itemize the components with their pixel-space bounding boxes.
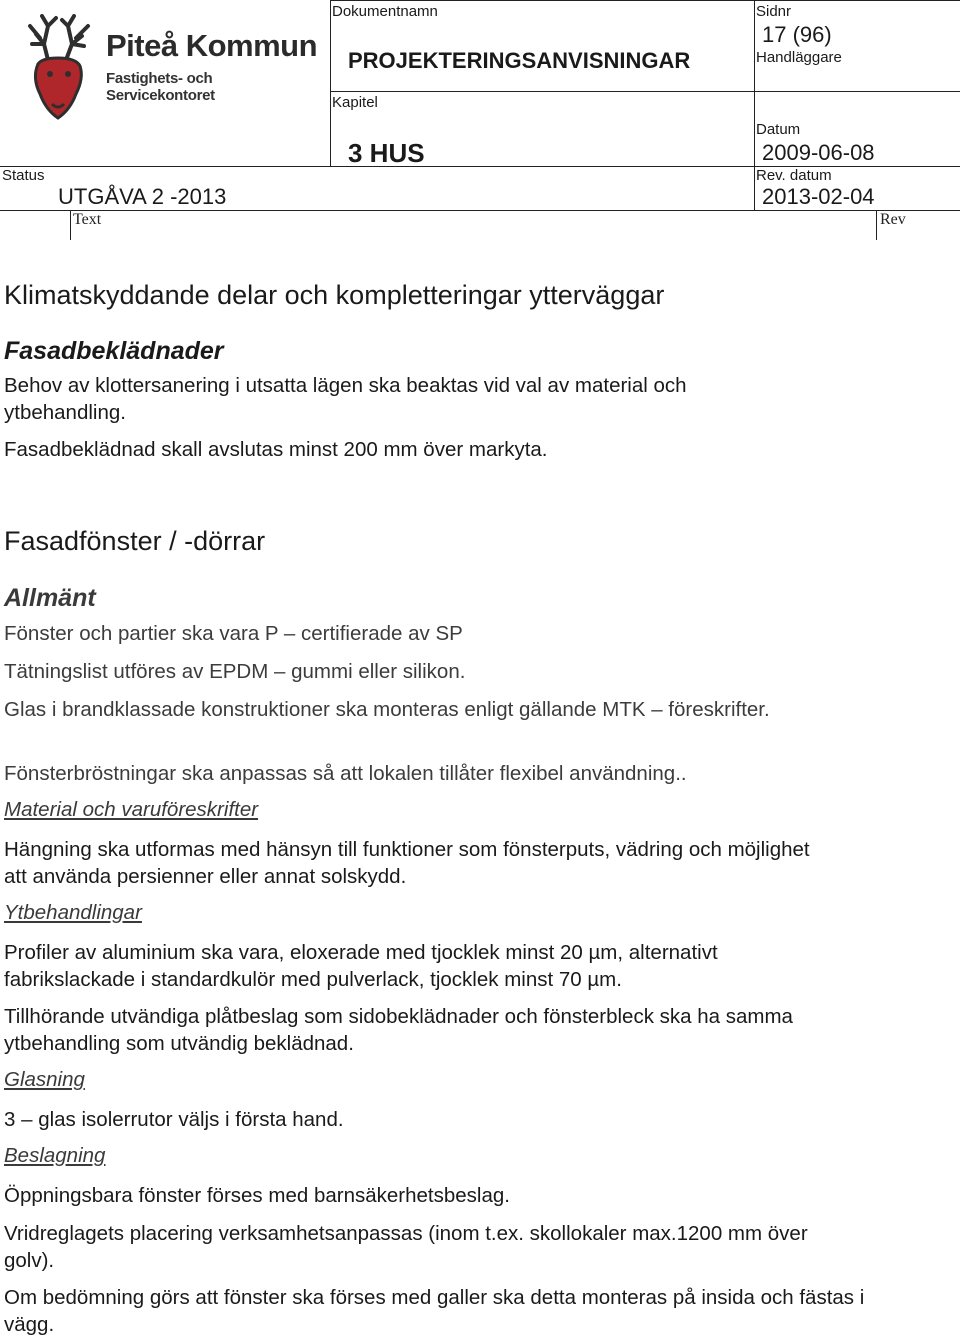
paragraph: Fasadbeklädnad skall avslutas minst 200 mm över markyta. [4,438,548,461]
subheading-beslagning: Beslagning [4,1144,106,1167]
rule [330,0,331,166]
rule [330,91,960,92]
rule [876,210,877,240]
label-text: Text [73,211,102,228]
rule [70,210,71,240]
rule [0,210,960,211]
document-name: PROJEKTERINGSANVISNINGAR [348,48,691,73]
date-value: 2009-06-08 [762,140,875,165]
heading-fasadfonster: Fasadfönster / -dörrar [4,526,266,556]
status-value: UTGÅVA 2 -2013 [58,184,227,209]
label-status: Status [2,167,45,184]
label-datum: Datum [756,121,801,138]
paragraph: Öppningsbara fönster förses med barnsäkerhetsbeslag. [4,1184,510,1207]
label-kapitel: Kapitel [332,94,378,111]
label-rev-datum: Rev. datum [756,167,832,184]
subheading-glasning: Glasning [4,1068,85,1091]
paragraph: Vridreglagets placering verksamhetsanpassas (inom t.ex. skollokaler max.1200 mm över golv). [4,1222,808,1272]
label-rev: Rev [880,211,906,228]
chapter-name: 3 HUS [348,138,425,168]
label-sidnr: Sidnr [756,3,792,20]
paragraph: Tillhörande utvändiga plåtbeslag som sidobeklädnader och fönsterbleck ska ha samma ytbehandling som utvändig beklädnad. [4,1005,793,1055]
paragraph: Fönsterbröstningar ska anpassas så att lokalen tillåter flexibel användning.. [4,762,687,785]
paragraph: 3 – glas isolerrutor väljs i första hand. [4,1108,344,1131]
paragraph: Glas i brandklassade konstruktioner ska monteras enligt gällande MTK – föreskrifter. [4,698,770,721]
document-header [0,0,960,240]
paragraph: Hängning ska utformas med hänsyn till funktioner som fönsterputs, vädring och möjlighet att använda persienner eller annat solskydd. [4,838,810,888]
logo-name: Piteå Kommun [106,28,318,63]
rule [754,0,755,210]
kommun-logo [18,14,318,126]
paragraph: Profiler av aluminium ska vara, eloxerade med tjocklek minst 20 µm, alternativt fabrikslackade i standardkulör med pulverlack, tjocklek minst 70 µm. [4,941,718,991]
label-handlaggare: Handläggare [756,49,842,66]
reindeer-icon [18,14,104,126]
logo-subtitle: Fastighets- och Servicekontoret [106,70,215,104]
label-dokumentnamn: Dokumentnamn [332,3,438,20]
paragraph: Behov av klottersanering i utsatta lägen ska beaktas vid val av material och ytbehandling. [4,374,687,424]
paragraph: Fönster och partier ska vara P – certifierade av SP [4,622,463,645]
subheading-ytbehandlingar: Ytbehandlingar [4,901,142,924]
rule [330,0,960,1]
heading-allmant: Allmänt [4,584,96,612]
paragraph: Om bedömning görs att fönster ska förses med galler ska detta monteras på insida och fästas i vägg. [4,1286,865,1336]
heading-fasadbekladnader: Fasadbeklädnader [4,337,224,365]
page-number: 17 (96) [762,22,832,47]
heading-klimatskydd: Klimatskyddande delar och kompletteringar ytterväggar [4,280,665,310]
rev-date-value: 2013-02-04 [762,184,875,209]
paragraph: Tätningslist utföres av EPDM – gummi eller silikon. [4,660,466,683]
subheading-material: Material och varuföreskrifter [4,798,259,821]
